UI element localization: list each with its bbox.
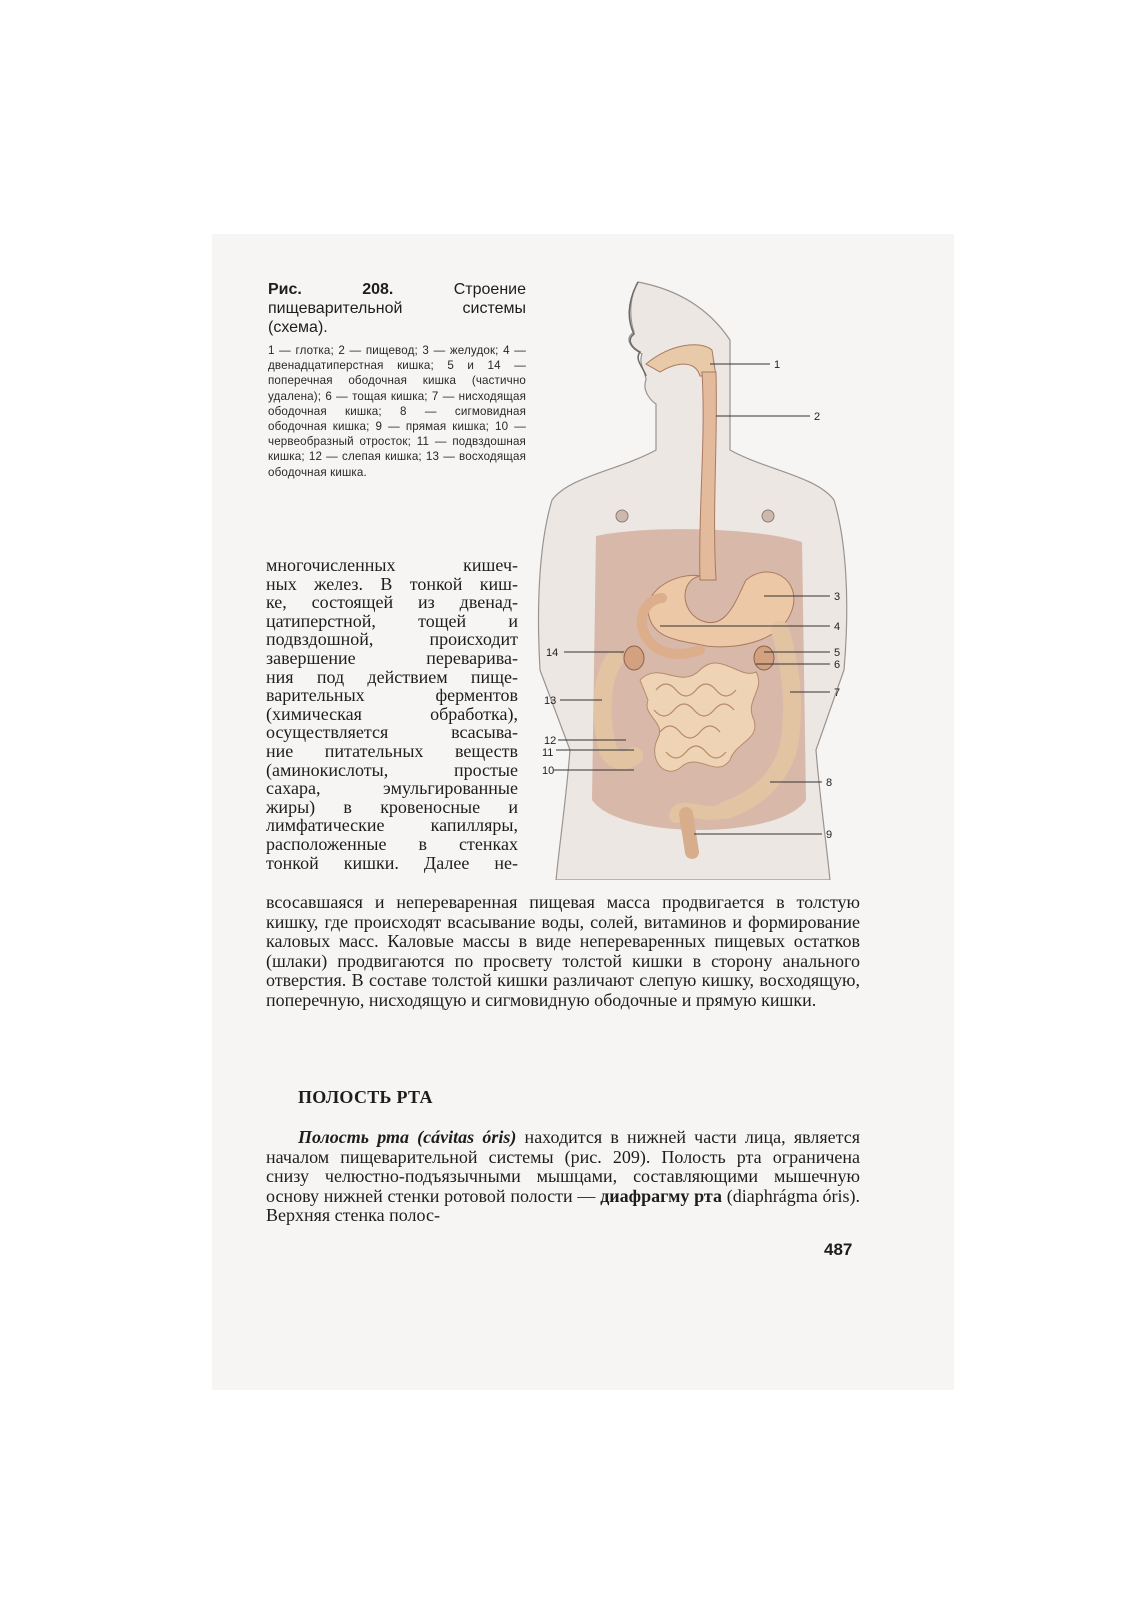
caption-label: Рис. 208.	[268, 281, 394, 298]
text-line: многочисленных кишеч-	[266, 555, 518, 575]
text-line: тонкой кишки. Далее не-	[266, 852, 518, 873]
transverse-colon-cut-right	[754, 646, 774, 670]
right-nipple	[762, 510, 774, 522]
paragraph-text-2: (diaphrágma óris). Верхняя стенка полос-	[266, 1185, 860, 1226]
text-line: расположенные в стенках	[266, 833, 518, 854]
figure-label-12: 12	[544, 735, 557, 747]
paragraph-text-1: находится в нижней части лица, является началом пищеварительной системы (рис. 209). Полость рта ограничена снизу челюстно-подъязычными мышцами, составляющими мышечную основу нижней стенки ротовой полости —	[266, 1127, 860, 1206]
text-line: варительных ферментов	[266, 685, 518, 706]
section-heading: ПОЛОСТЬ РТА	[298, 1087, 433, 1107]
left-nipple	[616, 510, 628, 522]
text-line: ния под действием пище-	[266, 666, 518, 687]
text-line: жиры) в кровеносные и	[266, 796, 518, 817]
figure-label-13: 13	[544, 695, 557, 707]
text-line: ке, состоящей из двенад-	[266, 592, 518, 613]
figure-label-6: 6	[834, 659, 841, 671]
figure-label-8: 8	[826, 777, 833, 789]
figure-label-5: 5	[834, 647, 841, 659]
figure-label-14: 14	[546, 647, 559, 659]
figure-label-3: 3	[834, 591, 841, 603]
text-line: ние питательных веществ	[266, 740, 518, 761]
body-text-continuation: всосавшаяся и непереваренная пищевая масса продвигается в толстую кишку, где происходят всасывание воды, солей, витаминов и формирование каловых масс. Каловые массы в виде непереваренных пищевых остатков (шлаки) продвигаются по просвету толстой кишки в сторону анального отверстия. В составе толстой кишки различают слепую кишку, восходящую, поперечную, нисходящую и сигмовидную ободочные и прямую кишки.	[266, 892, 860, 1010]
figure-caption	[268, 280, 526, 480]
text-line: лимфатические капилляры,	[266, 815, 518, 836]
text-line: ных желез. В тонкой киш-	[266, 573, 518, 594]
section-term: Полость рта (cávitas óris)	[298, 1127, 517, 1147]
transverse-colon-cut-left	[624, 646, 644, 670]
caption-title	[268, 280, 526, 337]
figure-label-11: 11	[542, 747, 554, 759]
digestive-system-figure	[530, 280, 860, 880]
text-line: (химическая обработка),	[266, 703, 518, 724]
page-number: 487	[824, 1240, 853, 1259]
figure-label-1: 1	[774, 359, 781, 371]
text-line: (аминокислоты, простые	[266, 759, 518, 780]
figure-label-10: 10	[542, 765, 555, 777]
bold-term: диафрагму рта	[600, 1185, 722, 1206]
anatomy-illustration	[530, 280, 860, 880]
text-line: сахара, эмульгированные	[266, 778, 518, 799]
text-line: подвздошной, происходит	[266, 629, 518, 650]
figure-label-9: 9	[826, 829, 833, 841]
caption-title-text: Строение пищеварительной системы (схема).	[268, 281, 526, 336]
rectum	[686, 814, 692, 852]
caption-legend: 1 — глотка; 2 — пищевод; 3 — желудок; 4 — двенадцатиперстная кишка; 5 и 14 — поперечная ободочная кишка (частично удалена); 6 — тощая кишка; 7 — нисходящая ободочная кишка; 8 — сигмовидная ободочная кишка; 9 — прямая кишка; 10 — червеобразный отросток; 11 — подвздошная кишка; 12 — слепая кишка; 13 — восходящая ободочная кишка.	[268, 344, 526, 479]
column-text	[266, 556, 518, 872]
text-line: цатиперстной, тощей и	[266, 610, 518, 631]
figure-label-7: 7	[834, 687, 841, 699]
text-line: завершение переварива-	[266, 647, 518, 668]
figure-label-4: 4	[834, 621, 841, 633]
section-paragraph	[266, 1128, 860, 1226]
text-line: осуществляется всасыва-	[266, 722, 518, 743]
figure-label-2: 2	[814, 411, 821, 423]
